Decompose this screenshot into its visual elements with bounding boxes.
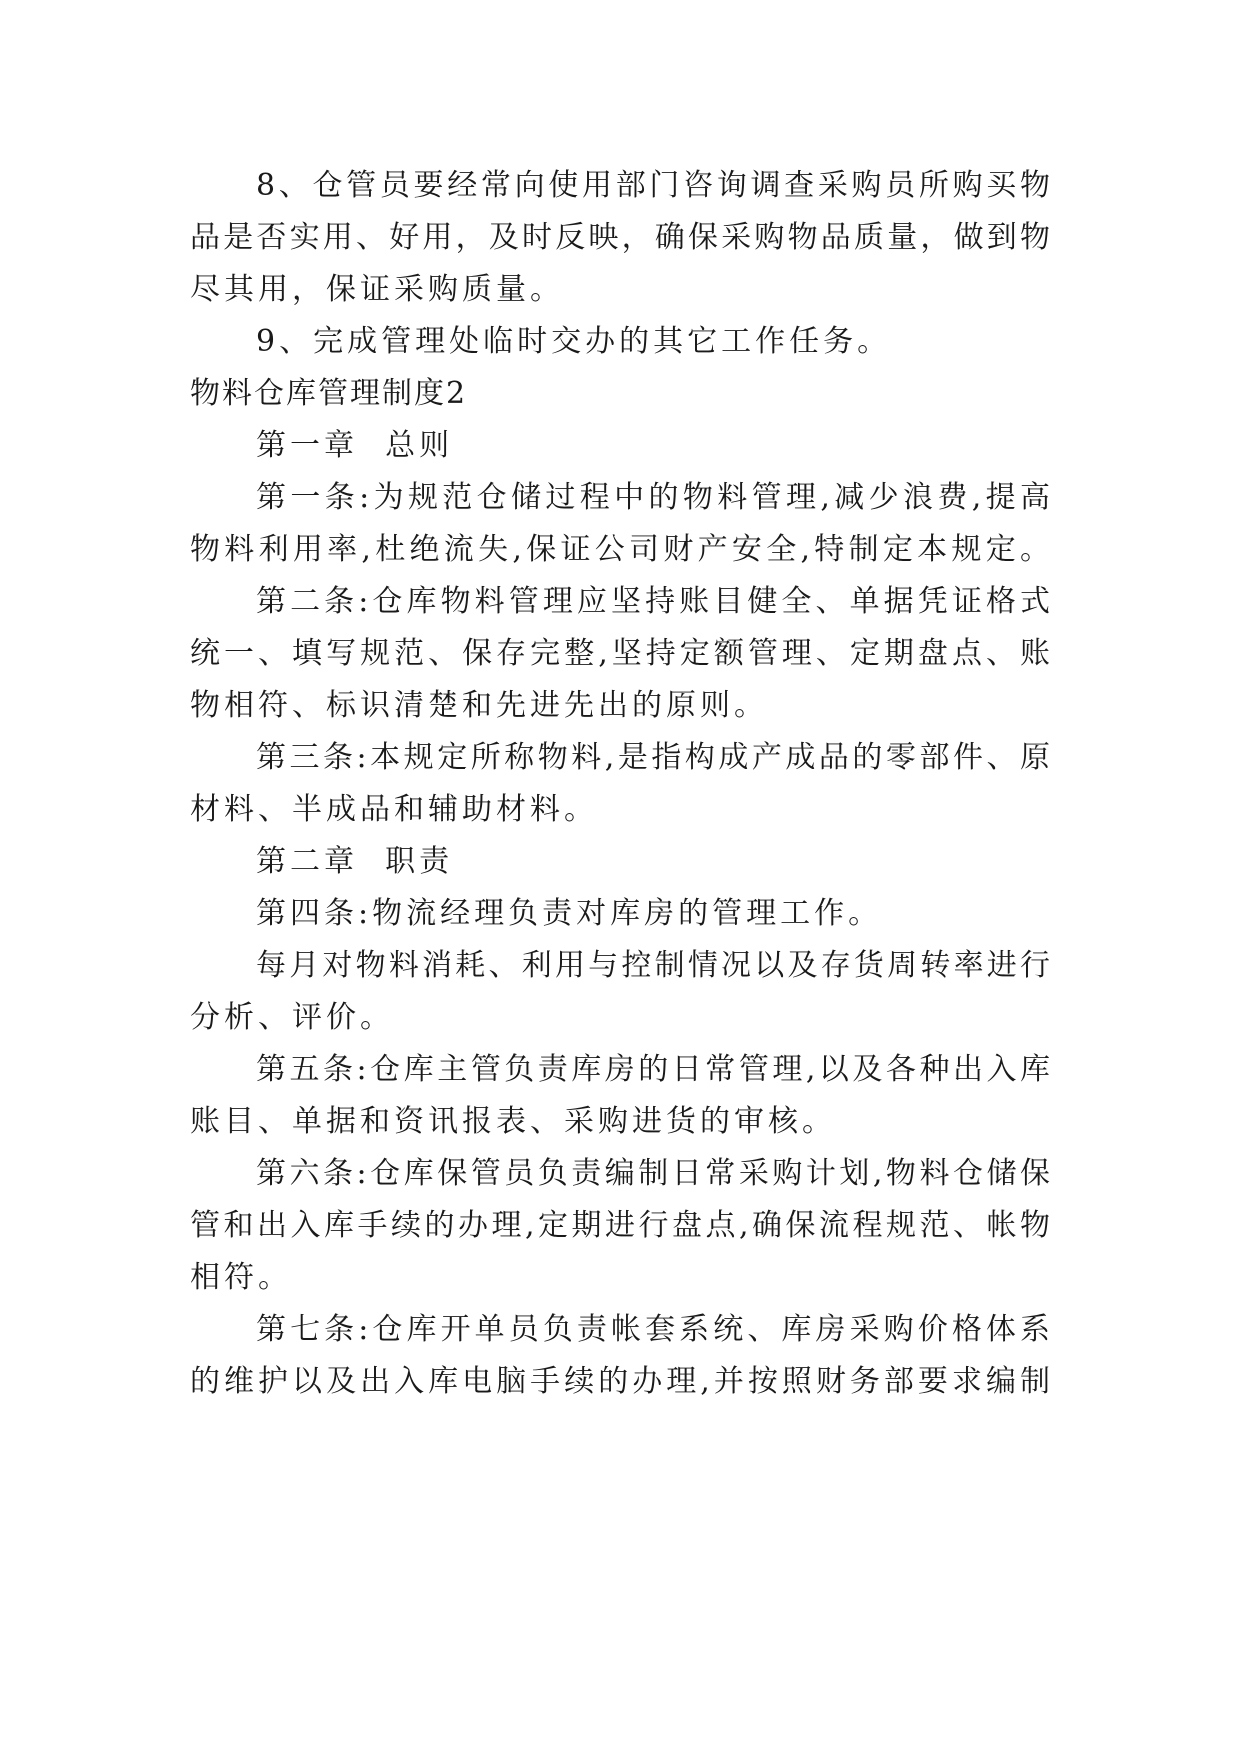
text-line: 第四条:物流经理负责对库房的管理工作。 bbox=[256, 896, 883, 931]
section-heading: 物料仓库管理制度2 bbox=[190, 376, 468, 411]
text-line: 9、完成管理处临时交办的其它工作任务。 bbox=[256, 324, 892, 359]
text-line: 第一条:为规范仓储过程中的物料管理,减少浪费,提高 bbox=[256, 480, 1050, 515]
text-line: 第二条:仓库物料管理应坚持账目健全、单据凭证格式 bbox=[256, 584, 1050, 619]
text-line: 第七条:仓库开单员负责帐套系统、库房采购价格体系 bbox=[256, 1312, 1050, 1347]
text-line: 尽其用，保证采购质量。 bbox=[190, 272, 564, 307]
text-line: 的维护以及出入库电脑手续的办理,并按照财务部要求编制 bbox=[190, 1364, 1050, 1399]
text-line: 材料、半成品和辅助材料。 bbox=[190, 792, 598, 827]
text-line: 物料利用率,杜绝流失,保证公司财产安全,特制定本规定。 bbox=[190, 532, 1050, 567]
text-line: 第三条:本规定所称物料,是指构成产成品的零部件、原 bbox=[256, 740, 1050, 775]
text-line: 第六条:仓库保管员负责编制日常采购计划,物料仓储保 bbox=[256, 1156, 1050, 1191]
text-line: 品是否实用、好用，及时反映，确保采购物品质量，做到物 bbox=[190, 220, 1050, 255]
chapter-heading: 第二章 职责 bbox=[256, 844, 454, 879]
text-line: 相符。 bbox=[190, 1260, 292, 1295]
text-line: 账目、单据和资讯报表、采购进货的审核。 bbox=[190, 1104, 836, 1139]
text-line: 管和出入库手续的办理,定期进行盘点,确保流程规范、帐物 bbox=[190, 1208, 1050, 1243]
text-line: 第五条:仓库主管负责库房的日常管理,以及各种出入库 bbox=[256, 1052, 1050, 1087]
text-line: 分析、评价。 bbox=[190, 1000, 394, 1035]
text-line: 物相符、标识清楚和先进先出的原则。 bbox=[190, 688, 768, 723]
text-line: 8、仓管员要经常向使用部门咨询调查采购员所购买物 bbox=[256, 168, 1050, 203]
chapter-heading: 第一章 总则 bbox=[256, 428, 454, 463]
text-line: 统一、填写规范、保存完整,坚持定额管理、定期盘点、账 bbox=[190, 636, 1050, 671]
text-line: 每月对物料消耗、利用与控制情况以及存货周转率进行 bbox=[256, 948, 1050, 983]
